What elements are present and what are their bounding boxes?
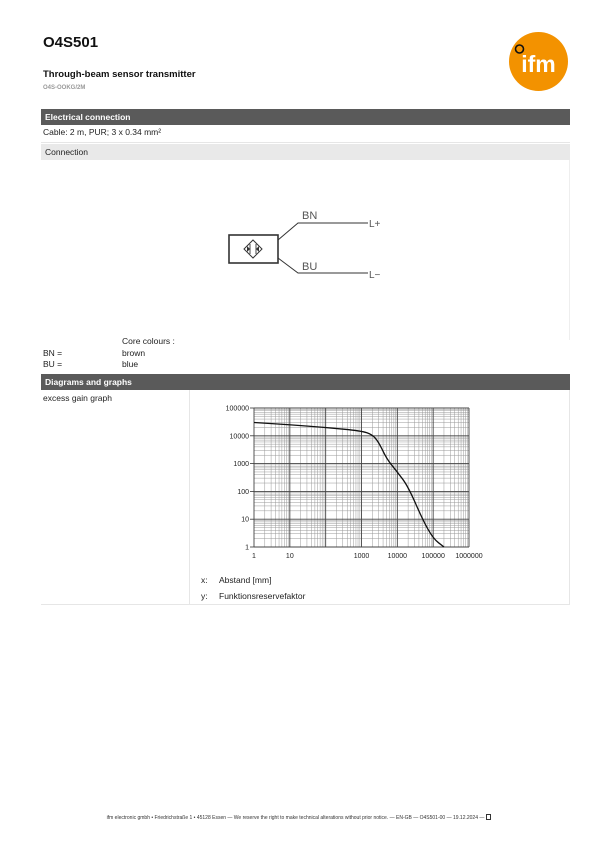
cable-spec: Cable: 2 m, PUR; 3 x 0.34 mm² <box>41 127 570 143</box>
core-colour-bu: blue <box>122 359 139 369</box>
terminal-label-plus: L+ <box>369 219 381 230</box>
y-tick-label: 100000 <box>225 405 249 413</box>
excess-gain-curve <box>254 423 444 548</box>
y-tick-label: 100 <box>237 488 249 496</box>
x-tick-label: 1000000 <box>455 553 483 560</box>
ifm-logo <box>509 32 568 91</box>
x-tick-label: 10 <box>285 553 294 560</box>
logo-text: ifm <box>521 51 556 77</box>
transmitter-icon <box>244 240 262 258</box>
x-tick-label: 1 <box>252 553 256 560</box>
section-electrical-connection: Electrical connection <box>41 109 570 125</box>
y-tick-label: 10000 <box>229 433 249 441</box>
product-code: O4S501 <box>43 34 99 51</box>
excess-gain-chart <box>221 400 491 565</box>
x-tick-label: 1000 <box>353 553 370 560</box>
wire-label-bu: BU <box>302 261 318 273</box>
graph-name: excess gain graph <box>43 393 112 403</box>
wire-label-bn: BN <box>302 210 318 222</box>
x-axis-label: Abstand [mm] <box>219 575 272 585</box>
y-axis-label: Funktionsreservefaktor <box>219 591 306 601</box>
sensor-body <box>229 235 278 263</box>
y-axis-key: y: <box>201 591 208 601</box>
article-code: O4S-OOKG/2M <box>43 85 86 91</box>
terminal-label-minus: L− <box>369 270 381 281</box>
graph-name-cell <box>41 390 190 605</box>
pdf-icon <box>486 814 491 820</box>
core-colour-bn: brown <box>122 348 146 358</box>
connection-title: Connection <box>41 144 570 160</box>
y-tick-label: 10 <box>241 516 249 524</box>
x-tick-label: 10000 <box>387 553 408 560</box>
x-tick-label: 100000 <box>421 553 445 560</box>
core-code-bu: BU = <box>43 359 63 369</box>
wiring-diagram <box>226 203 396 285</box>
section-diagrams-graphs: Diagrams and graphs <box>41 374 570 390</box>
product-name: Through-beam sensor transmitter <box>43 69 196 80</box>
footer <box>0 814 598 821</box>
x-axis-key: x: <box>201 575 208 585</box>
footer-text: ifm electronic gmbh • Friedrichstraße 1 • 45128 Essen — We reserve the right to make technical alterations without prior notice. — EN-GB — O4S501-00 — 19.12.2024 — <box>106 815 485 821</box>
y-tick-label: 1000 <box>233 461 249 469</box>
y-tick-label: 1 <box>245 544 249 552</box>
core-colours-title: Core colours : <box>122 336 175 346</box>
core-code-bn: BN = <box>43 348 63 358</box>
